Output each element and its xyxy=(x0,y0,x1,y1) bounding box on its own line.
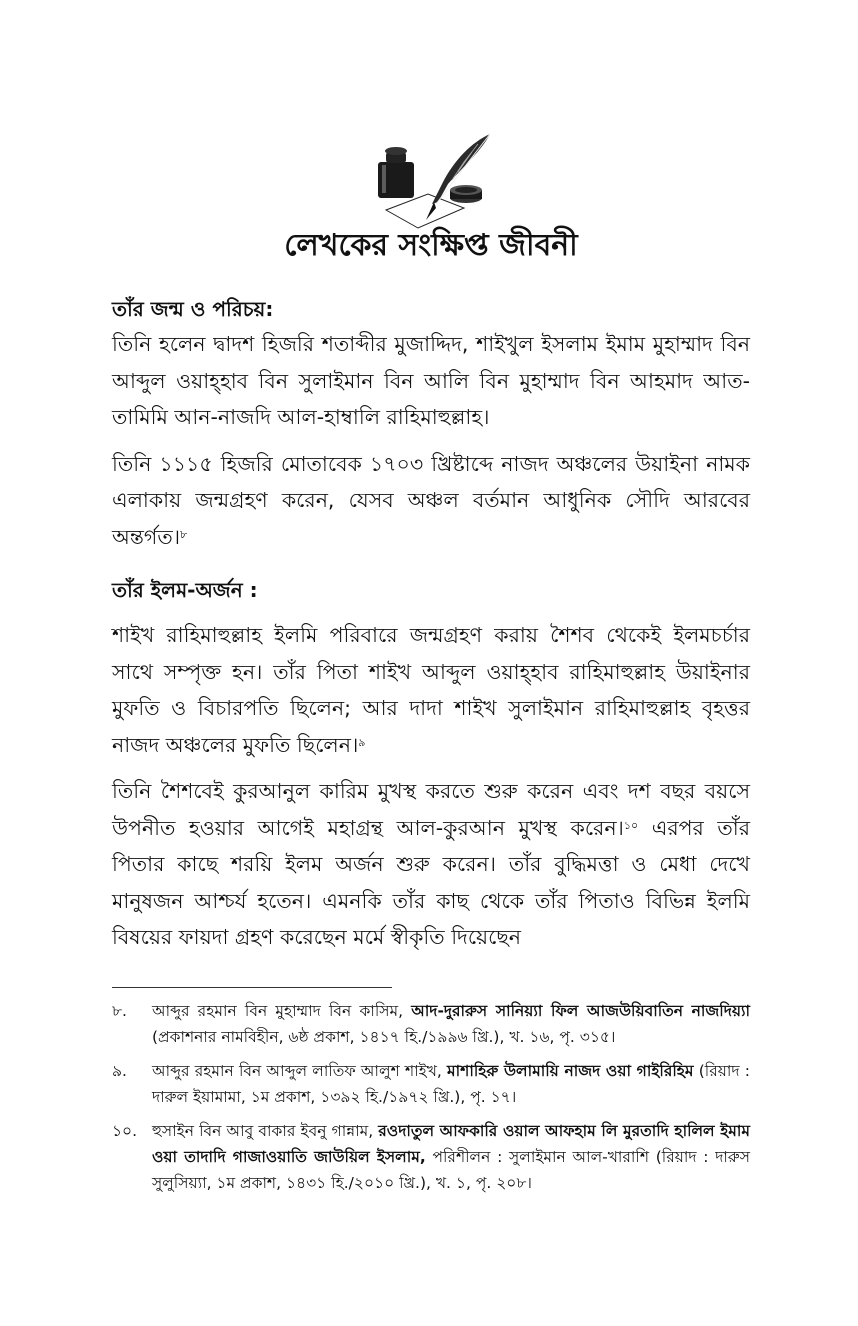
section-heading-birth: তাঁর জন্ম ও পরিচয়: xyxy=(112,297,274,321)
footnote-10 xyxy=(112,1118,750,1196)
footnote-book-title: মাশাহিরু উলামায়ি নাজদ ওয়া গাইরিহিম xyxy=(447,1062,694,1080)
footnote-number: ৯. xyxy=(112,1062,127,1080)
paragraph-birth xyxy=(112,446,750,556)
footnote-separator xyxy=(112,987,392,988)
section-heading-knowledge: তাঁর ইলম-অর্জন : xyxy=(112,578,258,602)
biography-body xyxy=(112,292,750,956)
footnote-ref-9[interactable]: ৯ xyxy=(358,735,366,749)
footnote-author: হুসাইন বিন আবু বাকার ইবনু গান্নাম, xyxy=(152,1122,379,1140)
paragraph-text: তিনি হলেন দ্বাদশ হিজরি শতাব্দীর মুজাদ্দিদ, শাইখুল ইসলাম ইমাম মুহাম্মাদ বিন আব্দুল ওয়াহ্হাব বিন সুলাইমান বিন আলি বিন মুহাম্মাদ বিন আহমাদ আত-তামিমি আন-নাজদি আল-হাম্বালি রাহিমাহুল্লাহ। xyxy=(112,332,750,429)
paragraph-text: তিনি শৈশবেই কুরআনুল কারিম মুখস্থ করতে শুরু করেন এবং দশ বছর বয়সে উপনীত হওয়ার আগেই মহাগ্রন্থ আল-কুরআন মুখস্থ করেন। xyxy=(112,779,750,840)
quill-inkwell-icon xyxy=(368,132,498,230)
footnote-ref-10[interactable]: ১০ xyxy=(623,818,639,832)
paragraph-lineage xyxy=(112,326,750,436)
footnote-ref-8[interactable]: ৮ xyxy=(180,527,188,541)
footnote-9 xyxy=(112,1058,750,1110)
footnote-publication: (রিয়াদ : দারুল ইয়ামামা, ১ম প্রকাশ, ১৩৯২ হি./১৯৭২ খ্রি.), পৃ. ১৭। xyxy=(152,1062,750,1106)
paragraph-family xyxy=(112,617,750,763)
page-title: লেখকের সংক্ষিপ্ত জীবনী xyxy=(284,228,578,263)
footnote-number: ১০. xyxy=(112,1122,138,1140)
footnote-author: আব্দুর রহমান বিন মুহাম্মাদ বিন কাসিম, xyxy=(152,1002,412,1020)
footnote-publication: পরিশীলন : সুলাইমান আল-খারাশি (রিয়াদ : দারুস সুলুসিয়্যা, ১ম প্রকাশ, ১৪৩১ হি./২০১০ খ্রি.), খ. ১, পৃ. ২০৮। xyxy=(152,1148,750,1192)
footnote-8 xyxy=(112,998,750,1050)
footnote-number: ৮. xyxy=(112,1002,127,1020)
footnote-publication: (প্রকাশনার নামবিহীন, ৬ষ্ঠ প্রকাশ, ১৪১৭ হি./১৯৯৬ খ্রি.), খ. ১৬, পৃ. ৩১৫। xyxy=(152,1028,616,1046)
footnotes xyxy=(112,998,750,1204)
footnote-book-title: আদ-দুরারুস সানিয়্যা ফিল আজউয়িবাতিন নাজদিয়্যা xyxy=(411,1002,750,1020)
footnote-book-title: রওদাতুল আফকারি ওয়াল আফহাম লি মুরতাদি হালিল ইমাম ওয়া তাদাদি গাজাওয়াতি জাউয়িল ইসলাম, xyxy=(152,1122,750,1166)
paragraph-text: তিনি ১১১৫ হিজরি মোতাবেক ১৭০৩ খ্রিষ্টাব্দে নাজদ অঞ্চলের উয়াইনা নামক এলাকায় জন্মগ্রহণ করেন, যেসব অঞ্চল বর্তমান আধুনিক সৌদি আরবের অন্তর্গত। xyxy=(112,451,750,549)
paragraph-text: এরপর তাঁর পিতার কাছে শরয়ি ইলম অর্জন শুরু করেন। তাঁর বুদ্ধিমত্তা ও মেধা দেখে মানুষজন আশ্চর্য হতেন। এমনকি তাঁর কাছ থেকে তাঁর পিতাও বিভিন্ন ইলমি বিষয়ের ফায়দা গ্রহণ করেছেন মর্মে স্বীকৃতি দিয়েছেন xyxy=(112,815,750,949)
document-page xyxy=(112,0,750,1326)
paragraph-quran xyxy=(112,773,750,956)
footnote-author: আব্দুর রহমান বিন আব্দুল লাতিফ আলুশ শাইখ, xyxy=(152,1062,448,1080)
paragraph-text: শাইখ রাহিমাহুল্লাহ ইলমি পরিবারে জন্মগ্রহণ করায় শৈশব থেকেই ইলমচর্চার সাথে সম্পৃক্ত হন। তাঁর পিতা শাইখ আব্দুল ওয়াহ্হাব রাহিমাহুল্লাহ উয়াইনার মুফতি ও বিচারপতি ছিলেন; আর দাদা শাইখ সুলাইমান রাহিমাহুল্লাহ বৃহত্তর নাজদ অঞ্চলের মুফতি ছিলেন। xyxy=(112,623,750,757)
